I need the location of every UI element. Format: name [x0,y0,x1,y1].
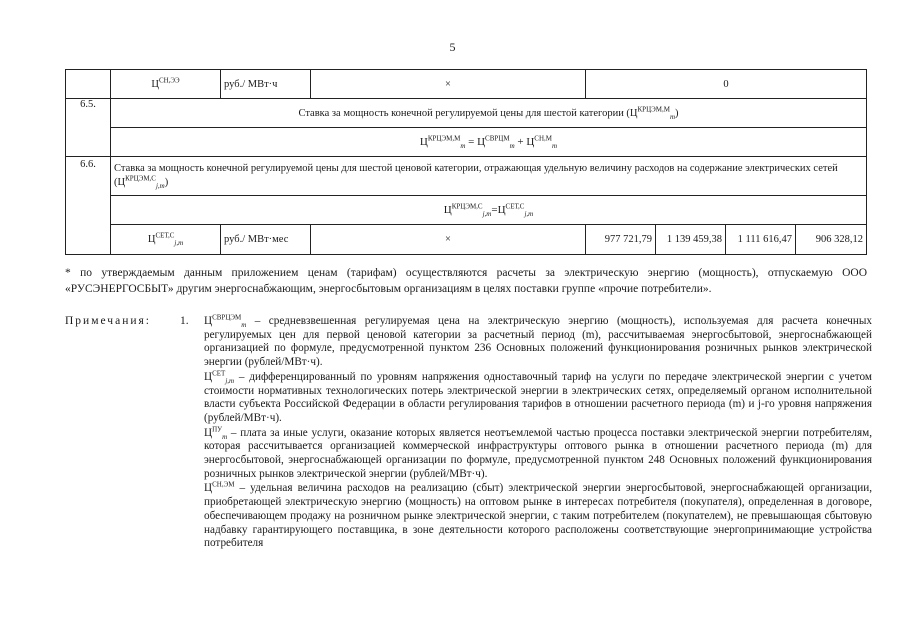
tariff-table [65,69,867,255]
notes-number: 1. [180,315,189,327]
value-cell: 906 328,12 [796,225,867,255]
footnote: * по утверждаемым данным приложением ценам (тарифам) осуществляются расчеты за электрическую энергию (мощность), отпускаемую ООО «РУСЭНЕРГОСБЫТ» другим энергоснабжающим, энергосбытовым организациям в целях поставки группе «прочие потребители». [65,267,867,295]
table-row [66,157,867,196]
cross-cell: × [311,70,586,99]
value-cell: 977 721,79 [586,225,656,255]
unit-cell: руб./ МВт·ч [221,70,311,99]
table-row [66,225,867,255]
formula-cell: $Ц^{КРЦЭМ,С}_{j,m}=Ц^{СЕТ,С}_{j,m}$ [111,196,867,225]
value-cell: 0 [586,70,867,99]
notes-label: Примечания: [65,315,151,327]
unit-cell: руб./ МВт·мес [221,225,311,255]
table-row [66,70,867,99]
table-row [66,99,867,128]
note-item: $Ц^{СН,ЭМ}$ – удельная величина расходов на реализацию (сбыт) электрической энергии энергосбытовой, энергоснабжающей организации, приобретающей электрическую энергию (мощность) на оптовом рынке в интересах потребителя (покупателя), определенная в договоре, обеспечивающем продажу на розничном рынке электрической энергии, с таким потребителем (покупателем), не превышающая сбытовую надбавку гарантирующего поставщика, в зоне деятельности которого расположены соответствующие энергопринимающие устройства потребителя [204,480,872,550]
page-number: 5 [449,40,456,54]
notes-list [204,315,872,552]
row-title: Ставка за мощность конечной регулируемой цены для шестой ценовой категории, отражающая удельную величину расходов на содержание электрических сетей $(Ц^{КРЦЭМ,С}_{j,m})$ [111,157,867,196]
symbol-cell: $Ц^{СН,ЭЭ}$ [111,70,221,99]
formula-cell: $Ц^{КРЦЭМ,М}_m = Ц^{СВРЦМ}_m + Ц^{СН,М}_m$ [111,128,867,157]
row-number: 6.5. [66,99,111,157]
row-number: 6.6. [66,157,111,255]
row-title: Ставка за мощность конечной регулируемой цены для шестой категории $(Ц^{КРЦЭМ,М}_m)$ [111,99,867,128]
value-cell: 1 139 459,38 [656,225,726,255]
cross-cell: × [311,225,586,255]
note-item: $Ц^{ПУ}_m$ – плата за иные услуги, оказание которых является неотъемлемой частью процесса поставки электрической энергии потребителям, которая рассчитывается организацией коммерческой инфраструктуры оптового рынка в отношении расчетного периода (m) для энергосбытовой, энергоснабжающей организации по формуле, предусмотренной пунктом 248 Основных положений функционирования розничных рынков электрической энергии (рублей/МВт·ч). [204,424,872,480]
symbol-cell: $Ц^{СЕТ,С}_{j,m}$ [111,225,221,255]
note-item: $Ц^{СВРЦЭМ}_m$ – средневзвешенная регулируемая цена на электрическую энергию (мощность), используемая для расчета конечных регулируемых цен для первой ценовой категории за расчетный период (m), рассчитываемая энергосбытовой, энергоснабжающей организацией по формуле, предусмотренной пунктом 236 Основных положений функционирования розничных рынков электрической энергии (рублей/МВт·ч). [204,313,872,369]
note-item: $Ц^{СЕТ}_{j,m}$ – дифференцированный по уровням напряжения одноставочный тариф на услуги по передаче электрической энергии с учетом стоимости нормативных технологических потерь электрической энергии в электрических сетях, определяемый органом исполнительной власти субъекта Российской Федерации в области регулирования тарифов в отношении расчетного периода (m) и j-го уровня напряжения (рублей/МВт·ч). [204,369,872,424]
value-cell: 1 111 616,47 [726,225,796,255]
table-row [66,196,867,225]
table-row [66,128,867,157]
